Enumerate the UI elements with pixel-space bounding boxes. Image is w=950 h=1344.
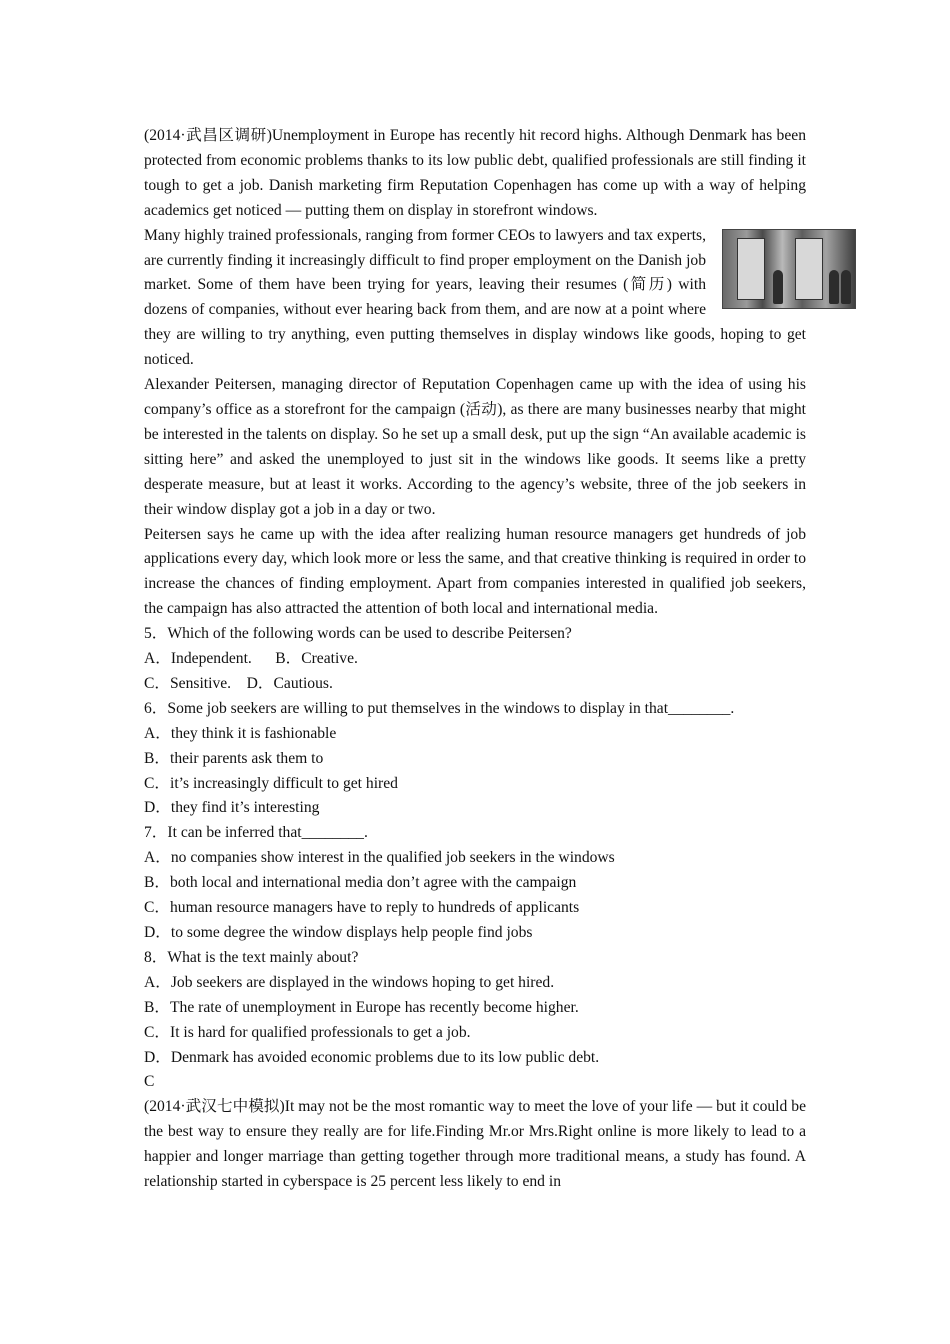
question-6-option-a: A．they think it is fashionable <box>144 724 337 742</box>
passage-b-paragraph-3: Alexander Peitersen, managing director of Reputation Copenhagen came up with the idea of using his company’s office as a storefront for the campaign (活动), as there are many businesses nearby that might be interested in the talents on display. So he set up a small desk, put up the sign “An available academic is sitting here” and asked the unemployed to just sit in the windows like goods. It seems like a pretty desperate measure, but at least it works. According to the agency’s website, three of the job seekers in their window display got a job in a day or two. <box>144 376 806 518</box>
question-8-stem: 8．What is the text mainly about? <box>144 948 359 966</box>
question-6-stem: 6．Some job seekers are willing to put themselves in the windows to display in that________. <box>144 699 735 717</box>
question-8-option-c: C．It is hard for qualified professionals to get a job. <box>144 1023 471 1041</box>
question-7-option-a: A．no companies show interest in the qualified job seekers in the windows <box>144 849 615 867</box>
photo-figure <box>773 270 783 304</box>
photo-window-right <box>795 238 823 300</box>
document-page <box>144 124 806 1195</box>
question-7-option-d: D．to some degree the window displays help people find jobs <box>144 924 533 941</box>
passage-b-paragraph-1: (2014·武昌区调研)Unemployment in Europe has recently hit record highs. Although Denmark has been protected from economic problems thanks to its low public debt, qualified professionals are still finding it tough to get a job. Danish marketing firm Reputation Copenhagen has come up with a way of helping academics get noticed — putting them on display in storefront windows. <box>144 127 806 219</box>
photo-window-left <box>737 238 765 300</box>
question-7-stem: 7．It can be inferred that________. <box>144 824 368 842</box>
question-6-option-b: B．their parents ask them to <box>144 749 324 767</box>
question-7-option-c: C．human resource managers have to reply to hundreds of applicants <box>144 899 580 917</box>
question-6-option-c: C．it’s increasingly difficult to get hired <box>144 774 398 792</box>
section-c-paragraph-1: (2014·武汉七中模拟)It may not be the most romantic way to meet the love of your life — but it could be the best way to ensure they really are for life.Finding Mr.or Mrs.Right online is more likely to lead to a happier and longer marriage than getting together through more traditional means, a study has found. A relationship started in cyberspace is 25 percent less likely to end in <box>144 1098 806 1191</box>
question-8-option-d: D．Denmark has avoided economic problems due to its low public debt. <box>144 1048 600 1066</box>
question-7-option-b: B．both local and international media don’t agree with the campaign <box>144 874 577 892</box>
question-5-options-cd: C．Sensitive. D．Cautious. <box>144 674 333 692</box>
question-6-option-d: D．they find it’s interesting <box>144 799 320 817</box>
passage-b-paragraph-4: Peitersen says he came up with the idea after realizing human resource managers get hundreds of job applications every day, which look more or less the same, and that creative thinking is required in order to increase the chances of finding employment. Apart from companies interested in qualified job seekers, the campaign has also attracted the attention of both local and international media. <box>144 525 806 618</box>
question-5-options-ab: A．Independent. B．Creative. <box>144 650 358 668</box>
question-8-option-a: A．Job seekers are displayed in the windows hoping to get hired. <box>144 973 555 991</box>
question-5-stem: 5．Which of the following words can be used to describe Peitersen? <box>144 625 572 643</box>
photo-figure <box>841 270 851 304</box>
section-c-label: C <box>144 1073 155 1091</box>
photo-figure <box>829 270 839 304</box>
passage-b-paragraph-2: Many highly trained professionals, ranging from former CEOs to lawyers and tax experts, are currently finding it increasingly difficult to find proper employment on the Danish job market. Some of them have been trying for years, leaving their resumes (简历) with dozens of companies, without ever hearing back from them, and are now at a point where they are willing to try anything, even putting themselves in display windows like goods, hoping to get noticed. <box>144 226 806 369</box>
question-8-option-b: B．The rate of unemployment in Europe has recently become higher. <box>144 998 579 1016</box>
storefront-window-photo <box>722 229 856 309</box>
